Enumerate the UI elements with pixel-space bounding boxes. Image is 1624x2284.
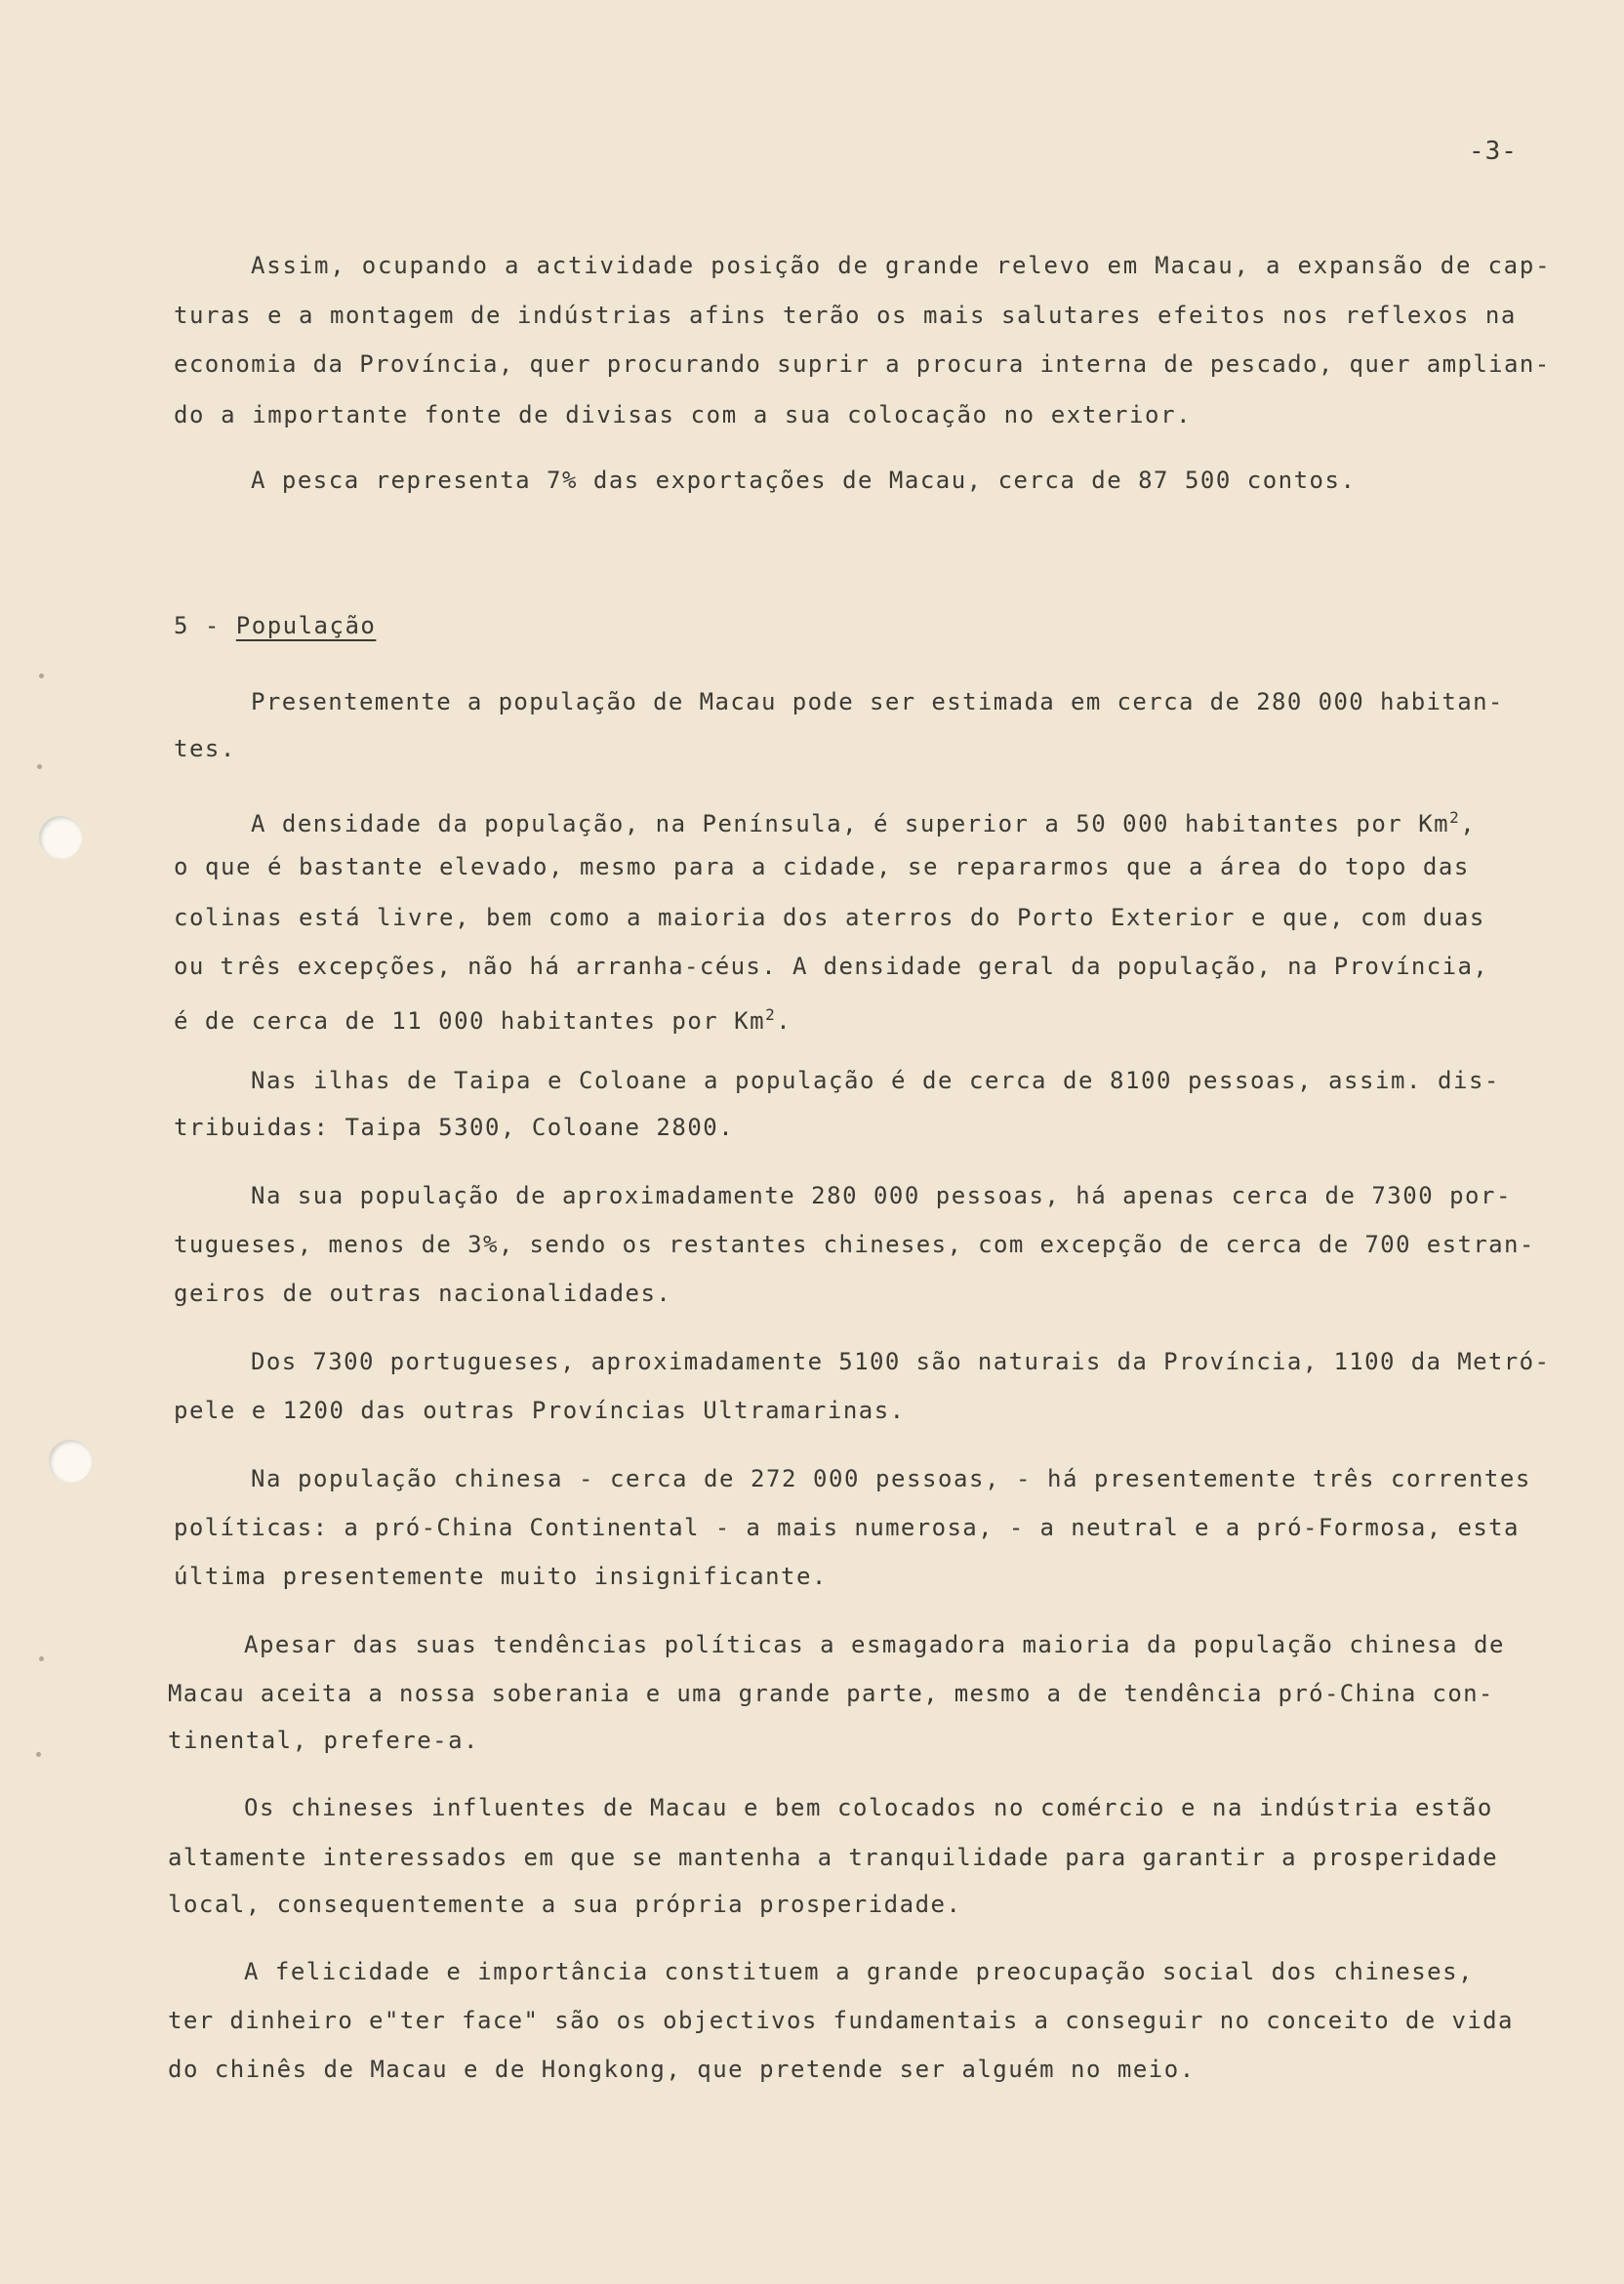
- superscript: 2: [1449, 808, 1461, 827]
- text-line: Na sua população de aproximadamente 280 000 pessoas, há apenas cerca de 7300 por-: [251, 1182, 1512, 1209]
- text-line: políticas: a pró-China Continental - a mais numerosa, - a neutral e a pró-Formosa, esta: [174, 1514, 1520, 1541]
- text-line: o que é bastante elevado, mesmo para a cidade, se repararmos que a área do topo das: [174, 853, 1470, 880]
- margin-mark: [37, 764, 42, 769]
- text-line: [174, 1000, 792, 1036]
- text-line: Nas ilhas de Taipa e Coloane a população é de cerca de 8100 pessoas, assim. dis-: [251, 1067, 1500, 1094]
- text-line: pele e 1200 das outras Províncias Ultramarinas.: [174, 1397, 906, 1424]
- text-line: Apesar das suas tendências políticas a esmagadora maioria da população chinesa de: [244, 1631, 1505, 1658]
- text-line: ter dinheiro e"ter face" são os objectivos fundamentais a conseguir no conceito de vida: [168, 2007, 1514, 2034]
- text-line: geiros de outras nacionalidades.: [174, 1280, 672, 1307]
- text-segment: é de cerca de 11 000 habitantes por Km: [174, 1007, 766, 1035]
- text-line: local, consequentemente a sua própria prosperidade.: [168, 1891, 962, 1918]
- text-line: tugueses, menos de 3%, sendo os restantes chineses, com excepção de cerca de 700 estran-: [174, 1231, 1535, 1258]
- text-line: Macau aceita a nossa soberania e uma grande parte, mesmo a de tendência pró-China con-: [168, 1680, 1494, 1707]
- margin-mark: [39, 673, 44, 678]
- text-line: Assim, ocupando a actividade posição de grande relevo em Macau, a expansão de cap-: [251, 252, 1552, 279]
- superscript: 2: [765, 1005, 777, 1024]
- section-title: População: [235, 612, 377, 639]
- punch-hole-top: [39, 816, 82, 859]
- text-line: altamente interessados em que se mantenha a tranquilidade para garantir a prosperidade: [168, 1844, 1499, 1871]
- text-line: Dos 7300 portugueses, aproximadamente 5100 são naturais da Província, 1100 da Metró-: [251, 1348, 1551, 1375]
- text-line: ou três excepções, não há arranha-céus. A densidade geral da população, na Província,: [174, 953, 1489, 980]
- text-line: Os chineses influentes de Macau e bem colocados no comércio e na indústria estão: [244, 1794, 1493, 1821]
- text-line: turas e a montagem de indústrias afins terão os mais salutares efeitos nos reflexos na: [174, 302, 1517, 329]
- section-number: 5 -: [174, 612, 236, 639]
- page-number: -3-: [1469, 137, 1518, 166]
- punch-hole-bottom: [49, 1440, 92, 1483]
- text-line: tribuidas: Taipa 5300, Coloane 2800.: [174, 1114, 735, 1141]
- text-segment: .: [776, 1007, 792, 1035]
- text-line: Presentemente a população de Macau pode ser estimada em cerca de 280 000 habitan-: [251, 688, 1504, 715]
- text-line: [251, 803, 1476, 838]
- text-segment: A densidade da população, na Península, é superior a 50 000 habitantes por Km: [251, 810, 1450, 837]
- section-heading: [174, 611, 376, 640]
- text-line: A pesca representa 7% das exportações de Macau, cerca de 87 500 contos.: [251, 467, 1357, 494]
- text-line: tinental, prefere-a.: [168, 1727, 479, 1754]
- text-line: última presentemente muito insignificante.: [174, 1563, 828, 1590]
- margin-mark: [36, 1752, 41, 1757]
- margin-mark: [39, 1656, 44, 1661]
- text-line: economia da Província, quer procurando suprir a procura interna de pescado, quer amplian-: [174, 350, 1551, 378]
- text-segment: ,: [1460, 810, 1477, 837]
- text-line: colinas está livre, bem como a maioria dos aterros do Porto Exterior e que, com duas: [174, 904, 1485, 931]
- text-line: do chinês de Macau e de Hongkong, que pretende ser alguém no meio.: [168, 2056, 1196, 2083]
- text-line: do a importante fonte de divisas com a sua colocação no exterior.: [174, 401, 1193, 428]
- text-line: tes.: [174, 735, 236, 762]
- text-line: Na população chinesa - cerca de 272 000 pessoas, - há presentemente três correntes: [251, 1465, 1531, 1492]
- text-line: A felicidade e importância constituem a grande preocupação social dos chineses,: [244, 1958, 1474, 1985]
